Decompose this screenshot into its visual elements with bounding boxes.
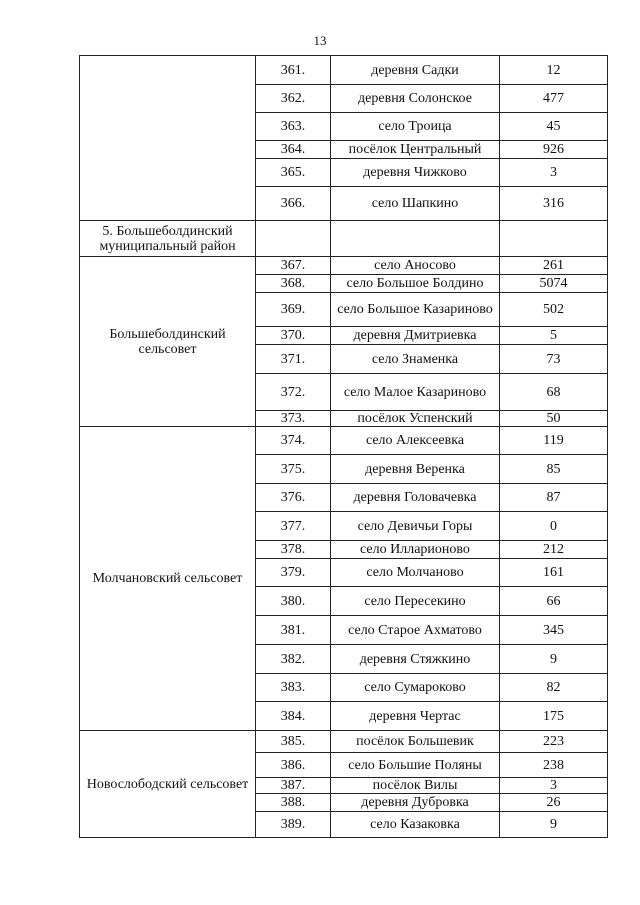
page-number: 13 <box>313 33 327 48</box>
population-value: 477 <box>500 85 608 113</box>
settlement-name: село Казаковка <box>331 812 500 838</box>
settlement-name: село Большое Казариново <box>331 293 500 327</box>
row-number: 374. <box>256 427 331 455</box>
district-name: 5. Большеболдинский муниципальный район <box>80 221 256 257</box>
row-number: 370. <box>256 327 331 345</box>
empty-cell <box>331 221 500 257</box>
row-number: 365. <box>256 159 331 187</box>
population-value: 223 <box>500 731 608 753</box>
settlement-name: село Знаменка <box>331 345 500 374</box>
row-number: 372. <box>256 374 331 411</box>
row-number: 385. <box>256 731 331 753</box>
settlement-name: деревня Солонское <box>331 85 500 113</box>
settlement-name: село Сумароково <box>331 674 500 702</box>
district-row <box>80 221 608 257</box>
settlement-name: село Большое Болдино <box>331 275 500 293</box>
table-row <box>80 56 608 85</box>
population-value: 345 <box>500 616 608 645</box>
row-number: 375. <box>256 455 331 484</box>
row-number: 368. <box>256 275 331 293</box>
row-number: 366. <box>256 187 331 221</box>
population-value: 5 <box>500 327 608 345</box>
population-value: 5074 <box>500 275 608 293</box>
population-value: 175 <box>500 702 608 731</box>
settlement-name: село Молчаново <box>331 559 500 587</box>
settlement-name: село Алексеевка <box>331 427 500 455</box>
settlement-name: деревня Веренка <box>331 455 500 484</box>
settlement-name: деревня Головачевка <box>331 484 500 512</box>
row-number: 364. <box>256 141 331 159</box>
settlement-name: посёлок Центральный <box>331 141 500 159</box>
row-number: 383. <box>256 674 331 702</box>
row-number: 369. <box>256 293 331 327</box>
population-value: 212 <box>500 541 608 559</box>
population-value: 502 <box>500 293 608 327</box>
settlements-table <box>79 55 608 838</box>
row-number: 371. <box>256 345 331 374</box>
settlement-name: село Троица <box>331 113 500 141</box>
row-number: 373. <box>256 411 331 427</box>
row-number: 361. <box>256 56 331 85</box>
row-number: 376. <box>256 484 331 512</box>
settlement-name: село Шапкино <box>331 187 500 221</box>
settlement-name: село Девичьи Горы <box>331 512 500 541</box>
empty-cell <box>500 221 608 257</box>
population-value: 161 <box>500 559 608 587</box>
population-value: 316 <box>500 187 608 221</box>
settlement-name: деревня Дубровка <box>331 794 500 812</box>
row-number: 381. <box>256 616 331 645</box>
row-number: 389. <box>256 812 331 838</box>
council-label: Молчановский сельсовет <box>80 427 256 731</box>
settlement-name: посёлок Вилы <box>331 778 500 794</box>
population-value: 261 <box>500 257 608 275</box>
table-row <box>80 427 608 455</box>
settlement-name: деревня Стяжкино <box>331 645 500 674</box>
population-value: 45 <box>500 113 608 141</box>
settlement-name: село Аносово <box>331 257 500 275</box>
council-label: Новослободский сельсовет <box>80 731 256 838</box>
row-number: 384. <box>256 702 331 731</box>
row-number: 363. <box>256 113 331 141</box>
council-label <box>80 56 256 221</box>
population-value: 85 <box>500 455 608 484</box>
settlement-name: деревня Дмитриевка <box>331 327 500 345</box>
population-value: 0 <box>500 512 608 541</box>
row-number: 378. <box>256 541 331 559</box>
settlement-name: посёлок Большевик <box>331 731 500 753</box>
population-value: 3 <box>500 778 608 794</box>
settlement-name: деревня Чертас <box>331 702 500 731</box>
settlement-name: село Илларионово <box>331 541 500 559</box>
population-value: 9 <box>500 812 608 838</box>
settlement-name: деревня Садки <box>331 56 500 85</box>
row-number: 386. <box>256 753 331 778</box>
population-value: 238 <box>500 753 608 778</box>
row-number: 379. <box>256 559 331 587</box>
settlement-name: посёлок Успенский <box>331 411 500 427</box>
population-value: 926 <box>500 141 608 159</box>
settlement-name: деревня Чижково <box>331 159 500 187</box>
row-number: 377. <box>256 512 331 541</box>
row-number: 362. <box>256 85 331 113</box>
population-value: 119 <box>500 427 608 455</box>
settlement-name: село Малое Казариново <box>331 374 500 411</box>
row-number: 388. <box>256 794 331 812</box>
population-value: 12 <box>500 56 608 85</box>
population-value: 87 <box>500 484 608 512</box>
row-number: 387. <box>256 778 331 794</box>
table-row <box>80 731 608 753</box>
council-label: Большеболдинский сельсовет <box>80 257 256 427</box>
row-number: 382. <box>256 645 331 674</box>
population-value: 3 <box>500 159 608 187</box>
row-number: 380. <box>256 587 331 616</box>
settlement-name: село Большие Поляны <box>331 753 500 778</box>
population-value: 73 <box>500 345 608 374</box>
population-value: 66 <box>500 587 608 616</box>
population-value: 68 <box>500 374 608 411</box>
settlement-name: село Старое Ахматово <box>331 616 500 645</box>
row-number: 367. <box>256 257 331 275</box>
population-value: 82 <box>500 674 608 702</box>
table-row <box>80 257 608 275</box>
population-value: 50 <box>500 411 608 427</box>
population-value: 26 <box>500 794 608 812</box>
empty-cell <box>256 221 331 257</box>
population-value: 9 <box>500 645 608 674</box>
settlement-name: село Пересекино <box>331 587 500 616</box>
